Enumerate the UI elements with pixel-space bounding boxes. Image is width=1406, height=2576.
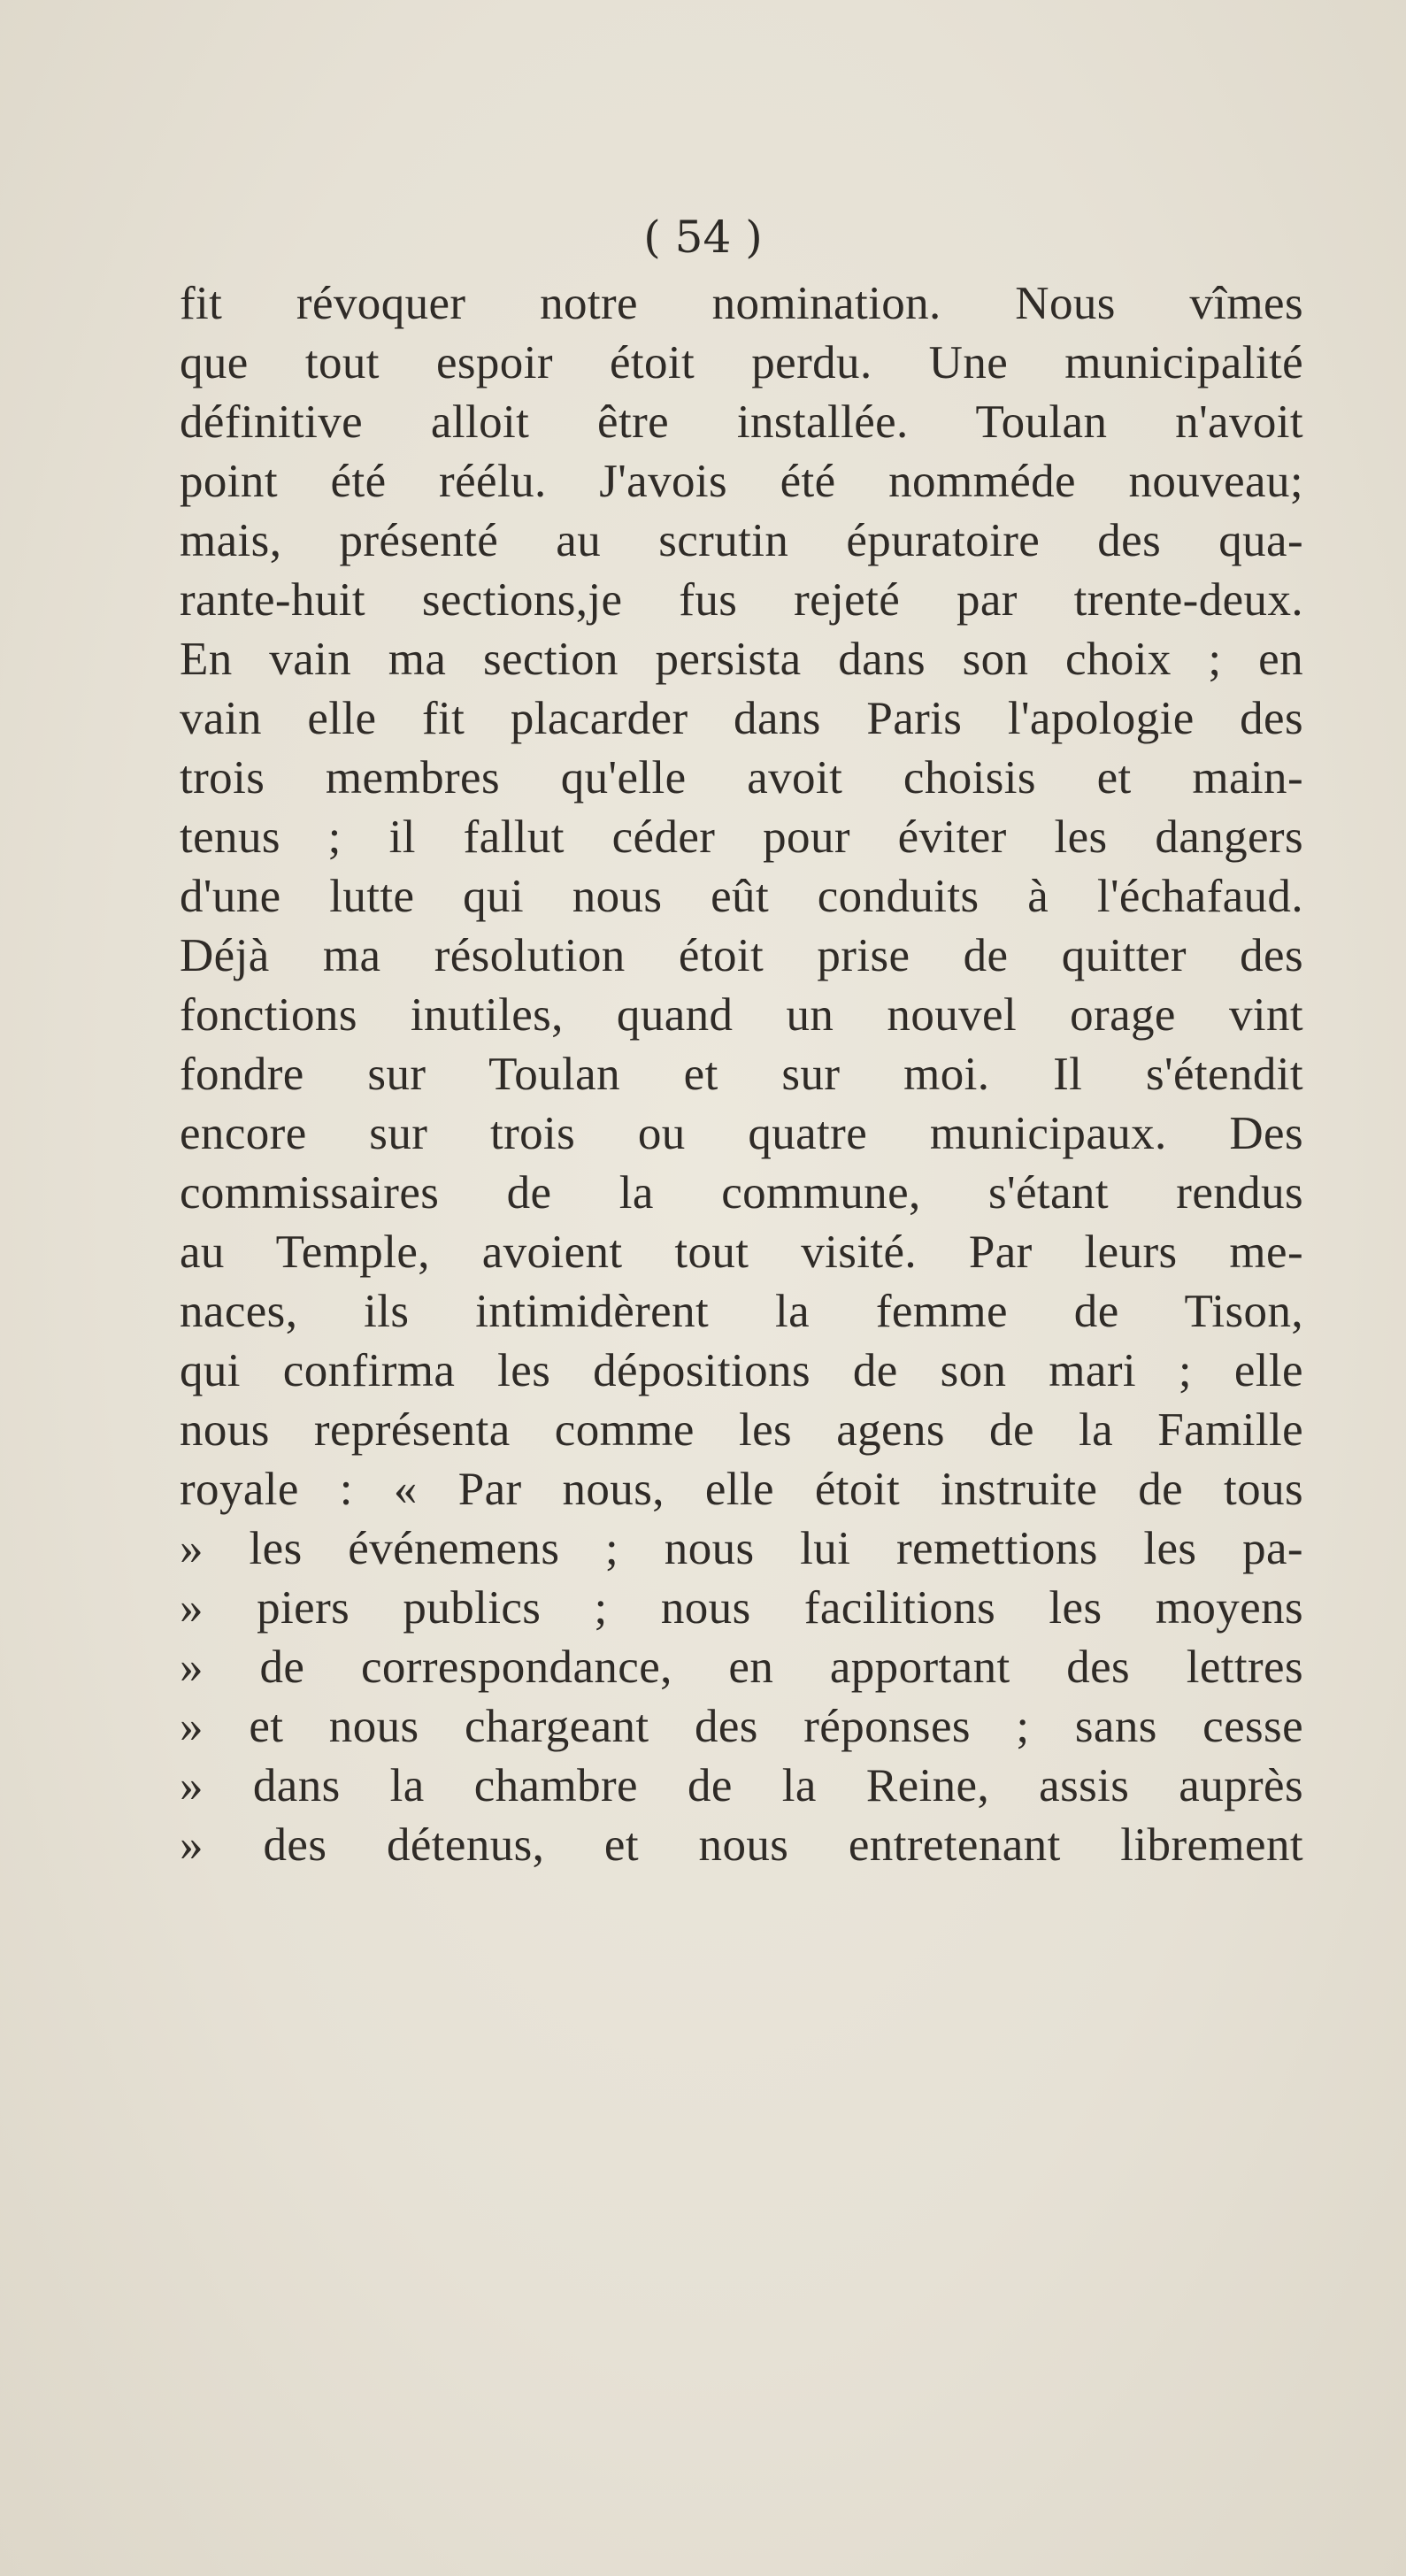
text-line: point été réélu. J'avois été nomméde nouveau; [180, 456, 1303, 507]
text-line: d'une lutte qui nous eût conduits à l'échafaud. [180, 871, 1303, 922]
text-line: Déjà ma résolution étoit prise de quitter des [180, 930, 1303, 981]
text-line: » de correspondance, en apportant des lettres [180, 1642, 1303, 1693]
text-line: vain elle fit placarder dans Paris l'apologie des [180, 693, 1303, 744]
text-line: fonctions inutiles, quand un nouvel orage vint [180, 989, 1303, 1041]
page-number: ( 54 ) [643, 211, 763, 263]
text-line: fit révoquer notre nomination. Nous vîmes [180, 278, 1303, 329]
text-line: » dans la chambre de la Reine, assis auprès [180, 1760, 1303, 1811]
text-line: qui confirma les dépositions de son mari ; elle [180, 1345, 1303, 1396]
text-line: mais, présenté au scrutin épuratoire des qua- [180, 515, 1303, 566]
text-line: au Temple, avoient tout visité. Par leurs me- [180, 1226, 1303, 1278]
text-line: rante-huit sections,je fus rejeté par trente-deux. [180, 574, 1303, 626]
text-line: que tout espoir étoit perdu. Une municipalité [180, 337, 1303, 388]
text-line: En vain ma section persista dans son choix ; en [180, 634, 1303, 685]
text-line: encore sur trois ou quatre municipaux. Des [180, 1108, 1303, 1159]
text-line: trois membres qu'elle avoit choisis et main- [180, 752, 1303, 804]
text-line: définitive alloit être installée. Toulan n'avoit [180, 396, 1303, 448]
text-line: » des détenus, et nous entretenant librement [180, 1819, 1303, 1871]
text-line: commissaires de la commune, s'étant rendus [180, 1167, 1303, 1219]
text-line: » les événemens ; nous lui remettions les pa- [180, 1523, 1303, 1574]
text-line: nous représenta comme les agens de la Famille [180, 1404, 1303, 1456]
text-line: fondre sur Toulan et sur moi. Il s'étendit [180, 1049, 1303, 1100]
text-line: tenus ; il fallut céder pour éviter les dangers [180, 811, 1303, 863]
text-line: » et nous chargeant des réponses ; sans cesse [180, 1701, 1303, 1752]
text-line: royale : « Par nous, elle étoit instruite de tous [180, 1464, 1303, 1515]
text-line: » piers publics ; nous facilitions les moyens [180, 1582, 1303, 1634]
body-text [180, 274, 1303, 1875]
text-line: naces, ils intimidèrent la femme de Tison, [180, 1286, 1303, 1337]
